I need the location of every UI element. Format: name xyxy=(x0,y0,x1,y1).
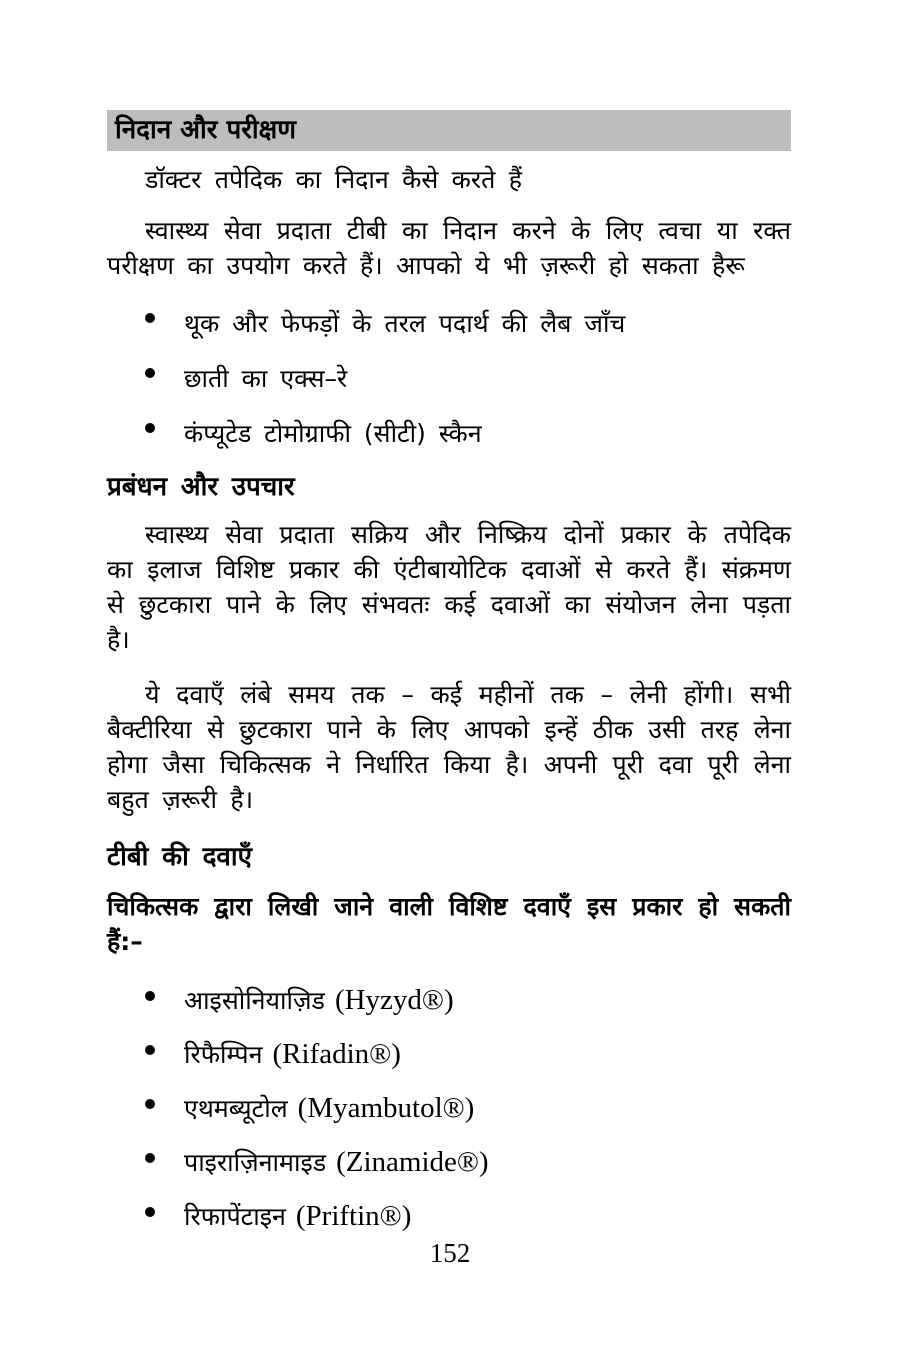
medicine-name-hindi: आइसोनियाज़िड xyxy=(184,986,325,1015)
intro-line: डॉक्टर तपेदिक का निदान कैसे करते हैं xyxy=(145,165,523,194)
medicine-name xyxy=(184,1199,411,1234)
bullet-icon xyxy=(145,1045,155,1055)
medicine-name-hindi: रिफापेंटाइन xyxy=(184,1202,286,1231)
medicine-brand: (Hyzyd®) xyxy=(334,984,454,1016)
medicine-list-item xyxy=(107,1037,791,1074)
list-item-text: छाती का एक्स–रे xyxy=(184,364,348,393)
medicine-list-item xyxy=(107,983,791,1020)
page-content xyxy=(107,0,791,1253)
section-title-management: प्रबंधन और उपचार xyxy=(107,472,295,502)
bullet-icon xyxy=(145,1099,155,1109)
diagnosis-paragraph: स्वास्थ्य सेवा प्रदाता टीबी का निदान करने के लिए त्वचा या रक्त परीक्षण का उपयोग करते हैं। आपको ये भी ज़रूरी हो सकता हैरू xyxy=(107,216,791,280)
medicine-name-hindi: पाइराज़िनामाइड xyxy=(184,1148,327,1177)
medicine-brand: (Rifadin®) xyxy=(272,1038,401,1070)
bullet-icon xyxy=(145,1207,155,1217)
page-footer xyxy=(0,1238,900,1269)
medicine-brand: (Myambutol®) xyxy=(297,1092,475,1124)
medicine-name xyxy=(184,1037,401,1072)
medicine-name xyxy=(184,1145,489,1180)
medicine-name-hindi: रिफैम्पिन xyxy=(184,1040,263,1069)
medicines-subheading: चिकित्सक द्वारा लिखी जाने वाली विशिष्ट दवाएँ इस प्रकार हो सकती हैं:– xyxy=(107,892,791,956)
management-paragraph-1: स्वास्थ्य सेवा प्रदाता सक्रिय और निष्क्रिय दोनों प्रकार के तपेदिक का इलाज विशिष्ट प्रकार की एंटीबायोटिक दवाओं से करते हैं। संक्रमण से छुटकारा पाने के लिए संभवतः कई दवाओं का संयोजन लेना पड़ता है। xyxy=(107,520,791,654)
medicine-name-hindi: एथमब्यूटोल xyxy=(184,1094,288,1123)
medicine-brand: (Zinamide®) xyxy=(336,1146,489,1178)
bullet-icon xyxy=(145,1153,155,1163)
list-item xyxy=(107,306,791,341)
medicine-list-item xyxy=(107,1145,791,1182)
section-title-diagnosis: निदान और परीक्षण xyxy=(115,115,297,145)
list-item xyxy=(107,361,791,396)
bullet-icon xyxy=(145,423,155,433)
medicine-brand: (Priftin®) xyxy=(295,1200,412,1232)
management-paragraph-2: ये दवाएँ लंबे समय तक – कई महीनों तक – लेनी होंगी। सभी बैक्टीरिया से छुटकारा पाने के लिए आपको इन्हें ठीक उसी तरह लेना होगा जैसा चिकित्सक ने निर्धारित किया है। अपनी पूरी दवा पूरी लेना बहुत ज़रूरी है। xyxy=(107,680,791,814)
medicine-name xyxy=(184,983,454,1018)
diagnosis-bullet-list xyxy=(107,306,791,451)
list-item-text: कंप्यूटेड टोमोग्राफी (सीटी) स्कैन xyxy=(184,419,482,448)
list-item xyxy=(107,416,791,451)
bullet-icon xyxy=(145,991,155,1001)
medicine-name xyxy=(184,1091,474,1126)
section-title-medicines: टीबी की दवाएँ xyxy=(107,842,252,872)
medicines-list xyxy=(107,983,791,1236)
section-header-bar xyxy=(107,110,791,151)
bullet-icon xyxy=(145,313,155,323)
medicine-list-item xyxy=(107,1199,791,1236)
list-item-text: थूक और फेफड़ों के तरल पदार्थ की लैब जाँच xyxy=(184,309,626,338)
medicine-list-item xyxy=(107,1091,791,1128)
bullet-icon xyxy=(145,368,155,378)
page-number: 152 xyxy=(429,1238,471,1268)
